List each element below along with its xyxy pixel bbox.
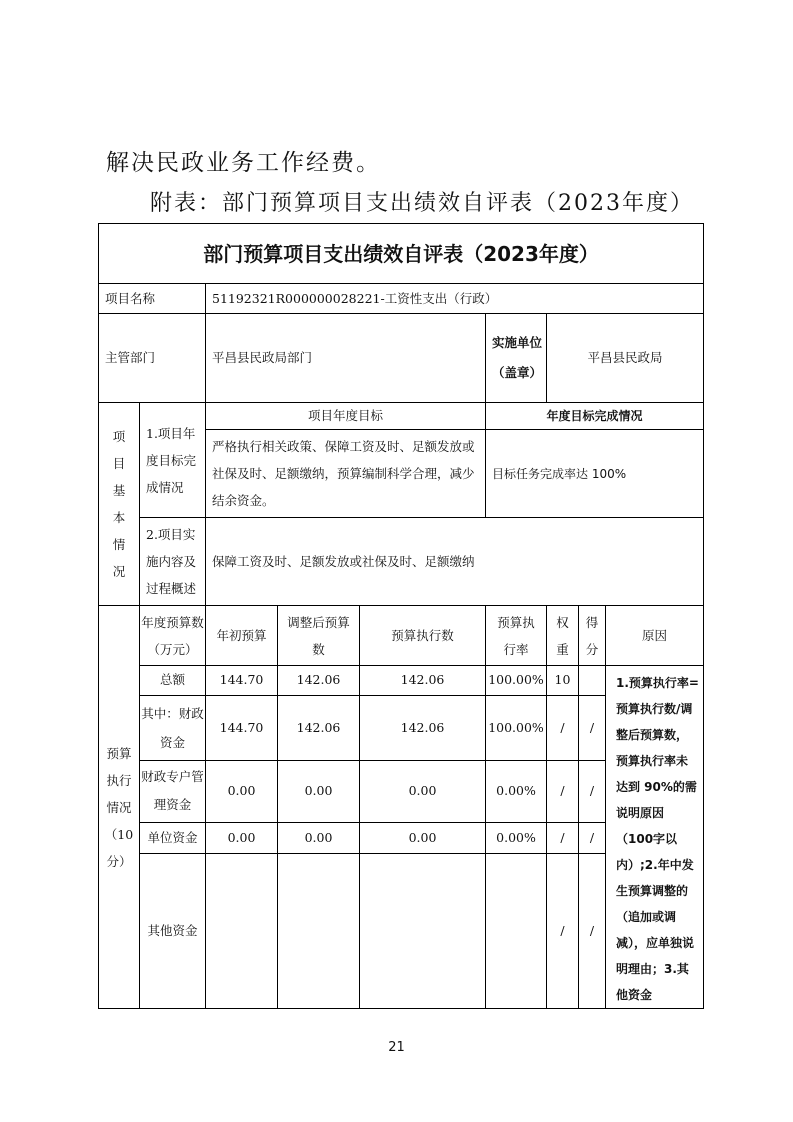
header-reason: 原因 — [606, 606, 704, 666]
row-initial: 144.70 — [206, 666, 278, 696]
row-score: / — [579, 760, 606, 823]
row-label: 单位资金 — [140, 823, 206, 854]
row-initial: 0.00 — [206, 760, 278, 823]
goal-text: 严格执行相关政策、保障工资及时、足额发放或社保及时、足额缴纳，预算编制科学合理，减少结余资金。 — [206, 430, 486, 518]
row-rate: 100.00% — [486, 695, 547, 760]
header-initial: 年初预算 — [206, 606, 278, 666]
row-weight: / — [547, 853, 579, 1008]
row-rate: 0.00% — [486, 760, 547, 823]
row-weight: 10 — [547, 666, 579, 696]
dept-label: 主管部门 — [99, 314, 206, 403]
row-rate: 0.00% — [486, 823, 547, 854]
header-rate: 预算执行率 — [486, 606, 547, 666]
row-score: / — [579, 823, 606, 854]
content-label: 2.项目实施内容及过程概述 — [140, 518, 206, 606]
row-initial — [206, 853, 278, 1008]
row-adjusted: 0.00 — [278, 823, 360, 854]
row-label: 财政专户管理资金 — [140, 760, 206, 823]
content-text: 保障工资及时、足额发放或社保及时、足额缴纳 — [206, 518, 704, 606]
row-weight: / — [547, 695, 579, 760]
row-adjusted: 142.06 — [278, 666, 360, 696]
completion-header: 年度目标完成情况 — [486, 403, 704, 430]
header-weight: 权重 — [547, 606, 579, 666]
header-score: 得分 — [579, 606, 606, 666]
row-weight: / — [547, 823, 579, 854]
dept-value: 平昌县民政局部门 — [206, 314, 486, 403]
row-label: 总额 — [140, 666, 206, 696]
completion-text: 目标任务完成率达 100% — [486, 430, 704, 518]
table-title: 部门预算项目支出绩效自评表（2023年度） — [99, 224, 704, 284]
self-evaluation-table — [98, 223, 704, 1009]
row-score: / — [579, 695, 606, 760]
row-adjusted: 0.00 — [278, 760, 360, 823]
row-initial: 0.00 — [206, 823, 278, 854]
row-adjusted — [278, 853, 360, 1008]
row-adjusted: 142.06 — [278, 695, 360, 760]
project-name-label: 项目名称 — [99, 284, 206, 314]
page-number: 21 — [388, 1040, 405, 1055]
row-score: / — [579, 853, 606, 1008]
table-caption: 附表：部门预算项目支出绩效自评表（2023年度） — [150, 191, 694, 216]
row-executed — [360, 853, 486, 1008]
row-executed: 142.06 — [360, 666, 486, 696]
row-label: 其中：财政资金 — [140, 695, 206, 760]
row-score — [579, 666, 606, 696]
budget-exec-label: 预算执行情况（10分） — [99, 606, 140, 1009]
goal-label: 1.项目年度目标完成情况 — [140, 403, 206, 518]
row-rate: 100.00% — [486, 666, 547, 696]
row-executed: 0.00 — [360, 823, 486, 854]
impl-unit-label: 实施单位（盖章） — [486, 314, 547, 403]
row-initial: 144.70 — [206, 695, 278, 760]
row-rate — [486, 853, 547, 1008]
table-row — [99, 666, 704, 696]
reason-note: 1.预算执行率=预算执行数/调整后预算数，预算执行率未达到 90%的需说明原因（100字以内）;2.年中发生预算调整的（追加或调减），应单独说明理由；3.其他资金 — [606, 666, 704, 1009]
row-weight: / — [547, 760, 579, 823]
project-name-value: 51192321R000000028221-工资性支出（行政） — [206, 284, 704, 314]
row-executed: 142.06 — [360, 695, 486, 760]
intro-line: 解决民政业务工作经费。 — [106, 150, 381, 176]
impl-unit-value: 平昌县民政局 — [547, 314, 704, 403]
row-executed: 0.00 — [360, 760, 486, 823]
header-adjusted: 调整后预算数 — [278, 606, 360, 666]
header-executed: 预算执行数 — [360, 606, 486, 666]
goal-header: 项目年度目标 — [206, 403, 486, 430]
row-label: 其他资金 — [140, 853, 206, 1008]
basic-info-label: 项目基本情况 — [99, 403, 140, 606]
header-annual-budget: 年度预算数（万元） — [140, 606, 206, 666]
